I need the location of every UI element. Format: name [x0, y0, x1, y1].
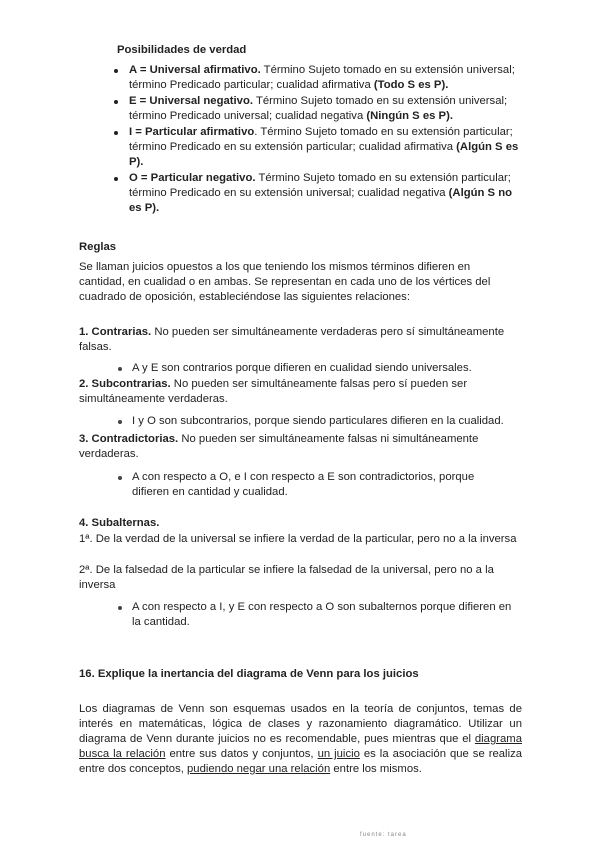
item-o-example: (Algún S no es P). [129, 187, 513, 214]
item-a-text: Término Sujeto tomado en su extensión universal; término Predicado particular; cualidad afirmativa [129, 64, 515, 91]
item-e-example: (Ningún S es P). [366, 110, 453, 122]
q16-text-start: Los diagramas de Venn son esquemas usados en la teoría de conjuntos, temas de interés en matemáticas, lógica de clases y razonamiento diagramático. Utilizar un diagrama de Venn durante juicios no es recomendable, pues mientras que el [79, 703, 522, 745]
contrarias-text: No pueden ser simultáneamente verdaderas pero sí simultáneamente falsas. [79, 326, 505, 353]
posibilidades-heading: Posibilidades de verdad [117, 44, 247, 56]
subcontrarias-paragraph [79, 377, 509, 407]
reglas-heading: Reglas [79, 241, 117, 253]
reglas-intro: Se llaman juicios opuestos a los que teniendo los mismos términos difieren en cantidad, en cualidad o en ambas. Se representan en cada uno de los vértices del cuadrado de oposición, estableciéndose las siguientes relaciones: [79, 261, 491, 303]
contrarias-label: 1. Contrarias. [79, 326, 152, 338]
item-a-label: A = Universal afirmativo. [129, 64, 261, 76]
question16-paragraph [79, 702, 522, 777]
item-e-label: E = Universal negativo. [129, 95, 254, 107]
item-e-text: Término Sujeto tomado en su extensión universal; término Predicado universal; cualidad negativa [129, 95, 508, 122]
item-o-label: O = Particular negativo. [129, 172, 256, 184]
q16-link-negar[interactable]: pudiendo negar una relación [187, 763, 331, 775]
q16-link-diagrama[interactable]: diagrama busca la relación [79, 733, 522, 760]
subcontrarias-label: 2. Subcontrarias. [79, 378, 171, 390]
contradictorias-bullet: A con respecto a O, e I con respecto a E son contradictorios, porque difieren en cantidad y cualidad. [132, 470, 502, 500]
subalternas-rule-2: 2ª. De la falsedad de la particular se infiere la falsedad de la universal, pero no a la inversa [79, 564, 494, 591]
list-item-a [129, 63, 524, 93]
list-item-o [129, 171, 524, 216]
q16-link-juicio[interactable]: un juicio [317, 748, 360, 760]
q16-text-end: entre los mismos. [330, 763, 422, 775]
item-i-example: (Algún S es P). [129, 141, 519, 168]
contradictorias-label: 3. Contradictorias. [79, 433, 179, 445]
page-footer: fuente: tarea [360, 832, 407, 838]
subalternas-label: 4. Subalternas. [79, 517, 160, 529]
item-a-example: (Todo S es P). [373, 79, 449, 91]
item-i-text: . Término Sujeto tomado en su extensión particular; término Predicado en su extensión particular; cualidad afirmativa [129, 126, 513, 153]
contradictorias-paragraph [79, 432, 509, 462]
subcontrarias-bullet: I y O son subcontrarios, porque siendo particulares difieren en la cualidad. [132, 414, 527, 429]
q16-text-mid1: entre sus datos y conjuntos, [165, 748, 318, 760]
item-o-text: Término Sujeto tomado en su extensión particular; término Predicado en su extensión universal; cualidad negativa [129, 172, 511, 199]
list-item-i [129, 125, 524, 170]
question16-heading: 16. Explique la inertancia del diagrama de Venn para los juicios [79, 668, 419, 680]
item-i-label: I = Particular afirmativo [129, 126, 255, 138]
list-item-e [129, 94, 524, 124]
subalternas-bullet: A con respecto a I, y E con respecto a O son subalternos porque difieren en la cantidad. [132, 601, 512, 628]
contradictorias-text: No pueden ser simultáneamente falsas ni simultáneamente verdaderas. [79, 433, 479, 460]
subcontrarias-text: No pueden ser simultáneamente falsas pero sí pueden ser simultáneamente verdaderas. [79, 378, 468, 405]
contrarias-bullet: A y E son contrarios porque difieren en cualidad siendo universales. [132, 361, 522, 376]
contrarias-paragraph [79, 325, 509, 355]
q16-text-mid2: es la asociación que se realiza entre dos conceptos, [79, 748, 523, 775]
subalternas-rule-1: 1ª. De la verdad de la universal se infiere la verdad de la particular, pero no a la inversa [79, 533, 517, 545]
